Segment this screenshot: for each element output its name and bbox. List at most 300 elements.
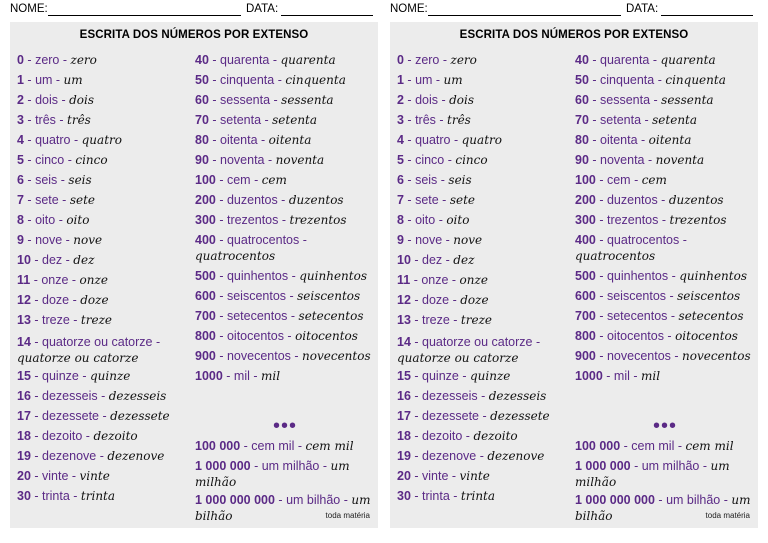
separator: - — [23, 53, 36, 67]
number-entry — [575, 458, 755, 490]
number-entry — [397, 312, 575, 328]
number-word-cursive: noventa — [275, 153, 325, 167]
number-digits: 1 000 000 000 — [575, 493, 655, 507]
number-word: cinco — [415, 153, 445, 167]
number-digits: 60 — [575, 93, 589, 107]
number-digits: 1 000 000 000 — [195, 493, 275, 507]
separator: - — [595, 269, 607, 283]
number-word-cursive: dezoito — [473, 429, 518, 443]
separator: - — [630, 459, 642, 473]
number-word: duzentos — [606, 193, 658, 207]
number-word-cursive: seiscentos — [297, 289, 361, 303]
number-entry — [17, 388, 195, 404]
number-word: novecentos — [606, 349, 671, 363]
number-digits: 12 — [397, 293, 411, 307]
worksheet-header — [10, 3, 379, 19]
number-word-cursive: seis — [68, 173, 92, 187]
name-label: NOME: — [390, 3, 428, 15]
number-digits: 400 — [195, 233, 216, 247]
separator: - — [403, 133, 416, 147]
number-entry — [575, 112, 755, 128]
number-entry — [575, 152, 755, 168]
number-digits: 1000 — [575, 369, 603, 383]
number-digits: 1 000 000 — [195, 459, 251, 473]
separator: - — [23, 233, 36, 247]
separator: - — [410, 273, 422, 287]
number-word: cem — [606, 173, 631, 187]
separator: - — [208, 73, 221, 87]
number-digits: 700 — [575, 309, 596, 323]
number-word-cursive: setecentos — [678, 309, 744, 323]
number-word-cursive: dezoito — [93, 429, 138, 443]
separator: - — [69, 489, 81, 503]
name-line[interactable] — [48, 15, 241, 16]
number-word: um bilhão — [666, 493, 721, 507]
number-digits: 90 — [195, 153, 209, 167]
separator: - — [23, 113, 36, 127]
number-digits: 9 — [397, 233, 404, 247]
number-word: dez — [422, 253, 443, 267]
separator: - — [403, 233, 416, 247]
separator: - — [215, 329, 227, 343]
number-word-cursive: quatorze ou catorze — [397, 351, 519, 365]
number-word: sessenta — [600, 93, 651, 107]
number-digits: 2 — [17, 93, 24, 107]
number-entry — [397, 52, 575, 68]
number-entry — [575, 52, 755, 68]
number-word-cursive: treze — [80, 313, 113, 327]
number-word: um — [415, 73, 433, 87]
separator: - — [699, 459, 711, 473]
separator: - — [595, 233, 607, 247]
separator: - — [57, 173, 69, 187]
separator: - — [410, 293, 423, 307]
number-word-cursive: doze — [460, 293, 489, 307]
number-word-cursive: onze — [459, 273, 488, 287]
number-digits: 600 — [575, 289, 596, 303]
brand-logo: toda matéria — [325, 511, 370, 520]
separator: - — [215, 269, 227, 283]
number-entry — [195, 192, 375, 208]
number-word: nove — [35, 233, 63, 247]
number-digits: 19 — [397, 449, 411, 463]
separator: - — [595, 329, 607, 343]
number-word-cursive: duzentos — [288, 193, 344, 207]
separator: - — [264, 153, 276, 167]
number-word-cursive: oitocentos — [675, 329, 738, 343]
number-entry — [17, 408, 195, 424]
number-entry — [575, 308, 755, 324]
number-word: quinze — [42, 369, 79, 383]
number-entry — [195, 172, 375, 188]
number-entry — [17, 152, 195, 168]
separator: - — [23, 193, 36, 207]
number-entry — [575, 368, 755, 384]
separator: - — [78, 369, 90, 383]
separator: - — [23, 213, 36, 227]
number-word-cursive: quinze — [469, 369, 511, 383]
separator: - — [290, 349, 303, 363]
number-digits: 9 — [17, 233, 24, 247]
separator: - — [30, 449, 43, 463]
number-word-cursive: um milhão — [195, 459, 350, 489]
number-digits: 10 — [17, 253, 31, 267]
separator: - — [667, 309, 679, 323]
number-entry — [195, 288, 375, 304]
number-digits: 20 — [397, 469, 411, 483]
number-word-cursive: cem — [641, 173, 667, 187]
number-digits: 3 — [397, 113, 404, 127]
number-digits: 60 — [195, 93, 209, 107]
number-entry — [17, 334, 195, 366]
number-word: dez — [42, 253, 63, 267]
number-word: setenta — [220, 113, 262, 127]
number-digits: 70 — [575, 113, 589, 127]
number-word: setecentos — [606, 309, 668, 323]
number-word: cem mil — [631, 439, 675, 453]
separator: - — [215, 193, 227, 207]
number-entry — [17, 92, 195, 108]
number-word-cursive: dez — [73, 253, 95, 267]
separator: - — [532, 335, 541, 349]
separator: - — [278, 213, 290, 227]
separator: - — [59, 53, 71, 67]
separator: - — [595, 173, 607, 187]
separator: - — [588, 93, 601, 107]
separator: - — [274, 493, 287, 507]
date-line[interactable] — [661, 15, 753, 16]
number-entry — [575, 348, 755, 364]
number-digits: 90 — [575, 153, 589, 167]
number-digits: 13 — [17, 313, 31, 327]
number-word-cursive: treze — [460, 313, 493, 327]
separator: - — [294, 439, 306, 453]
number-entry — [195, 112, 375, 128]
worksheet-right — [383, 0, 761, 543]
number-digits: 10 — [397, 253, 411, 267]
separator: - — [658, 213, 670, 227]
number-word-cursive: cem mil — [685, 439, 734, 453]
number-digits: 2 — [397, 93, 404, 107]
date-line[interactable] — [281, 15, 373, 16]
separator: - — [449, 313, 461, 327]
number-entry — [195, 232, 375, 264]
number-word-cursive: quatro — [461, 133, 502, 147]
separator: - — [250, 459, 262, 473]
number-digits: 30 — [397, 489, 411, 503]
separator: - — [438, 193, 450, 207]
number-word: oitocentos — [226, 329, 284, 343]
separator: - — [340, 493, 352, 507]
separator: - — [595, 213, 607, 227]
number-word-cursive: mil — [641, 369, 661, 383]
number-digits: 500 — [195, 269, 216, 283]
separator: - — [274, 73, 286, 87]
number-entry — [17, 292, 195, 308]
number-word: cem — [226, 173, 251, 187]
number-digits: 100 000 — [575, 439, 621, 453]
number-entry — [575, 172, 755, 188]
number-word-cursive: cinco — [455, 153, 488, 167]
separator: - — [99, 409, 111, 423]
number-word: dezessete — [422, 409, 479, 423]
separator: - — [410, 389, 423, 403]
number-word: oitenta — [220, 133, 258, 147]
separator: - — [261, 113, 273, 127]
separator: - — [595, 289, 607, 303]
number-word: trinta — [42, 489, 70, 503]
separator: - — [462, 429, 474, 443]
number-entry — [397, 212, 575, 228]
number-digits: 50 — [575, 73, 589, 87]
number-entry — [17, 52, 195, 68]
number-word-cursive: um bilhão — [195, 493, 371, 523]
separator: - — [439, 53, 451, 67]
number-word: zero — [35, 53, 60, 67]
number-word: um milhão — [641, 459, 700, 473]
number-entry — [575, 132, 755, 148]
separator: - — [410, 335, 423, 349]
separator: - — [442, 233, 454, 247]
number-word-cursive: zero — [70, 53, 97, 67]
number-word-cursive: cem — [261, 173, 287, 187]
number-entry — [397, 92, 575, 108]
number-entry — [17, 212, 195, 228]
number-entry — [195, 72, 375, 88]
number-digits: 11 — [17, 273, 31, 287]
number-word-cursive: seiscentos — [677, 289, 741, 303]
number-word-cursive: dois — [449, 93, 475, 107]
number-entry — [575, 92, 755, 108]
number-entry — [195, 268, 375, 284]
number-digits: 14 — [17, 335, 31, 349]
number-digits: 900 — [195, 349, 216, 363]
number-word: seiscentos — [606, 289, 667, 303]
worksheet-title: ESCRITA DOS NÚMEROS POR EXTENSO — [459, 29, 689, 41]
number-digits: 6 — [17, 173, 24, 187]
brand-logo: toda matéria — [705, 511, 750, 520]
number-word-cursive: três — [67, 113, 91, 127]
number-word: um milhão — [261, 459, 320, 473]
number-word-cursive: quatro — [81, 133, 122, 147]
separator: - — [588, 133, 601, 147]
number-word: onze — [421, 273, 449, 287]
number-digits: 4 — [397, 133, 404, 147]
worksheet-header — [390, 3, 759, 19]
separator: - — [479, 409, 491, 423]
number-word-cursive: duzentos — [668, 193, 724, 207]
number-word: quarenta — [220, 53, 270, 67]
separator: - — [283, 329, 296, 343]
number-entry — [195, 52, 375, 68]
separator: - — [641, 113, 653, 127]
number-word: quatro — [415, 133, 451, 147]
separator: - — [432, 73, 444, 87]
number-digits: 700 — [195, 309, 216, 323]
separator: - — [588, 73, 601, 87]
number-word: zero — [415, 53, 440, 67]
separator: - — [595, 193, 607, 207]
number-word-cursive: vinte — [79, 469, 110, 483]
number-word: sete — [35, 193, 59, 207]
number-word: três — [415, 113, 436, 127]
separator: - — [438, 93, 450, 107]
number-word-cursive: trezentos — [289, 213, 347, 227]
number-digits: 18 — [17, 429, 31, 443]
number-word-cursive: um bilhão — [575, 493, 751, 523]
number-word-cursive: oitenta — [648, 133, 692, 147]
number-word-cursive: nove — [453, 233, 483, 247]
separator: - — [588, 53, 601, 67]
number-word-cursive: oito — [446, 213, 470, 227]
number-digits: 20 — [17, 469, 31, 483]
number-word: um — [35, 73, 53, 87]
number-digits: 0 — [17, 53, 24, 67]
separator: - — [595, 309, 607, 323]
separator: - — [96, 449, 108, 463]
number-entry — [17, 72, 195, 88]
number-entry — [195, 212, 375, 228]
number-word-cursive: setecentos — [298, 309, 364, 323]
number-word: treze — [42, 313, 70, 327]
name-line[interactable] — [428, 15, 621, 16]
number-entry — [195, 92, 375, 108]
separator: - — [30, 273, 42, 287]
number-entry — [397, 132, 575, 148]
separator: - — [637, 133, 649, 147]
separator: - — [437, 173, 449, 187]
number-entry — [195, 458, 375, 490]
number-word: oitocentos — [606, 329, 664, 343]
number-word-cursive: sessenta — [281, 93, 334, 107]
separator: - — [30, 409, 43, 423]
separator: - — [152, 335, 161, 349]
number-entry — [397, 192, 575, 208]
number-word-cursive: sessenta — [661, 93, 714, 107]
number-digits: 1 — [397, 73, 404, 87]
worksheet-left — [3, 0, 381, 543]
separator: - — [588, 113, 601, 127]
number-entry — [195, 152, 375, 168]
number-digits: 19 — [17, 449, 31, 463]
number-word: sessenta — [220, 93, 271, 107]
number-entry — [575, 72, 755, 88]
number-word: cinquenta — [220, 73, 275, 87]
number-entry — [575, 212, 755, 228]
separator: - — [215, 173, 227, 187]
number-digits: 400 — [575, 233, 596, 247]
number-word: dezessete — [42, 409, 99, 423]
separator: - — [287, 309, 299, 323]
separator: - — [208, 53, 221, 67]
number-entry — [17, 312, 195, 328]
separator: - — [720, 493, 732, 507]
number-word: onze — [41, 273, 69, 287]
number-entry — [575, 438, 755, 454]
number-digits: 11 — [397, 273, 411, 287]
number-word-cursive: setenta — [272, 113, 318, 127]
number-word-cursive: sete — [449, 193, 475, 207]
separator: - — [250, 173, 262, 187]
number-digits: 1 000 000 — [575, 459, 631, 473]
separator: - — [23, 173, 36, 187]
separator: - — [23, 73, 36, 87]
separator: - — [215, 289, 227, 303]
separator: - — [620, 439, 632, 453]
separator: - — [208, 93, 221, 107]
number-word-cursive: quinhentos — [679, 269, 747, 283]
separator: - — [62, 233, 74, 247]
number-digits: 50 — [195, 73, 209, 87]
separator: - — [630, 173, 642, 187]
number-word: dois — [35, 93, 58, 107]
separator: - — [30, 253, 43, 267]
number-digits: 200 — [575, 193, 596, 207]
number-entry — [17, 488, 195, 504]
number-word: oito — [35, 213, 56, 227]
separator: - — [286, 289, 298, 303]
number-digits: 13 — [397, 313, 411, 327]
number-word: quatrocentos — [606, 233, 680, 247]
number-digits: 80 — [195, 133, 209, 147]
number-word-cursive: cinquenta — [285, 73, 346, 87]
number-digits: 16 — [17, 389, 31, 403]
separator: - — [403, 153, 416, 167]
number-digits: 800 — [195, 329, 216, 343]
separator: - — [52, 73, 64, 87]
number-word: dezenove — [42, 449, 97, 463]
separator: - — [403, 213, 416, 227]
number-word: dezoito — [42, 429, 83, 443]
separator: - — [588, 153, 601, 167]
number-word: dezenove — [422, 449, 477, 463]
separator: - — [319, 459, 331, 473]
separator: - — [64, 153, 76, 167]
number-entry — [397, 448, 575, 464]
number-digits: 8 — [17, 213, 24, 227]
separator: - — [257, 133, 269, 147]
number-word-cursive: quatorze ou catorze — [17, 351, 139, 365]
number-entry — [17, 192, 195, 208]
separator: - — [403, 73, 416, 87]
number-entry — [397, 488, 575, 504]
number-word: quarenta — [600, 53, 650, 67]
separator: - — [70, 133, 82, 147]
number-word-cursive: vinte — [459, 469, 490, 483]
number-entry — [397, 334, 575, 366]
number-digits: 17 — [17, 409, 31, 423]
separator: - — [277, 193, 289, 207]
number-word: setecentos — [226, 309, 288, 323]
number-word-cursive: dez — [453, 253, 475, 267]
ellipsis-dots: ••• — [652, 415, 677, 437]
separator: - — [668, 269, 680, 283]
number-word-cursive: trezentos — [669, 213, 727, 227]
separator: - — [435, 113, 448, 127]
number-entry — [397, 252, 575, 268]
number-word-cursive: setenta — [652, 113, 698, 127]
number-word: novecentos — [226, 349, 291, 363]
separator: - — [30, 429, 43, 443]
number-word: quatrocentos — [226, 233, 300, 247]
number-digits: 800 — [575, 329, 596, 343]
separator: - — [68, 469, 80, 483]
number-digits: 7 — [17, 193, 24, 207]
separator: - — [215, 349, 227, 363]
separator: - — [82, 429, 94, 443]
number-digits: 18 — [397, 429, 411, 443]
number-digits: 40 — [195, 53, 209, 67]
